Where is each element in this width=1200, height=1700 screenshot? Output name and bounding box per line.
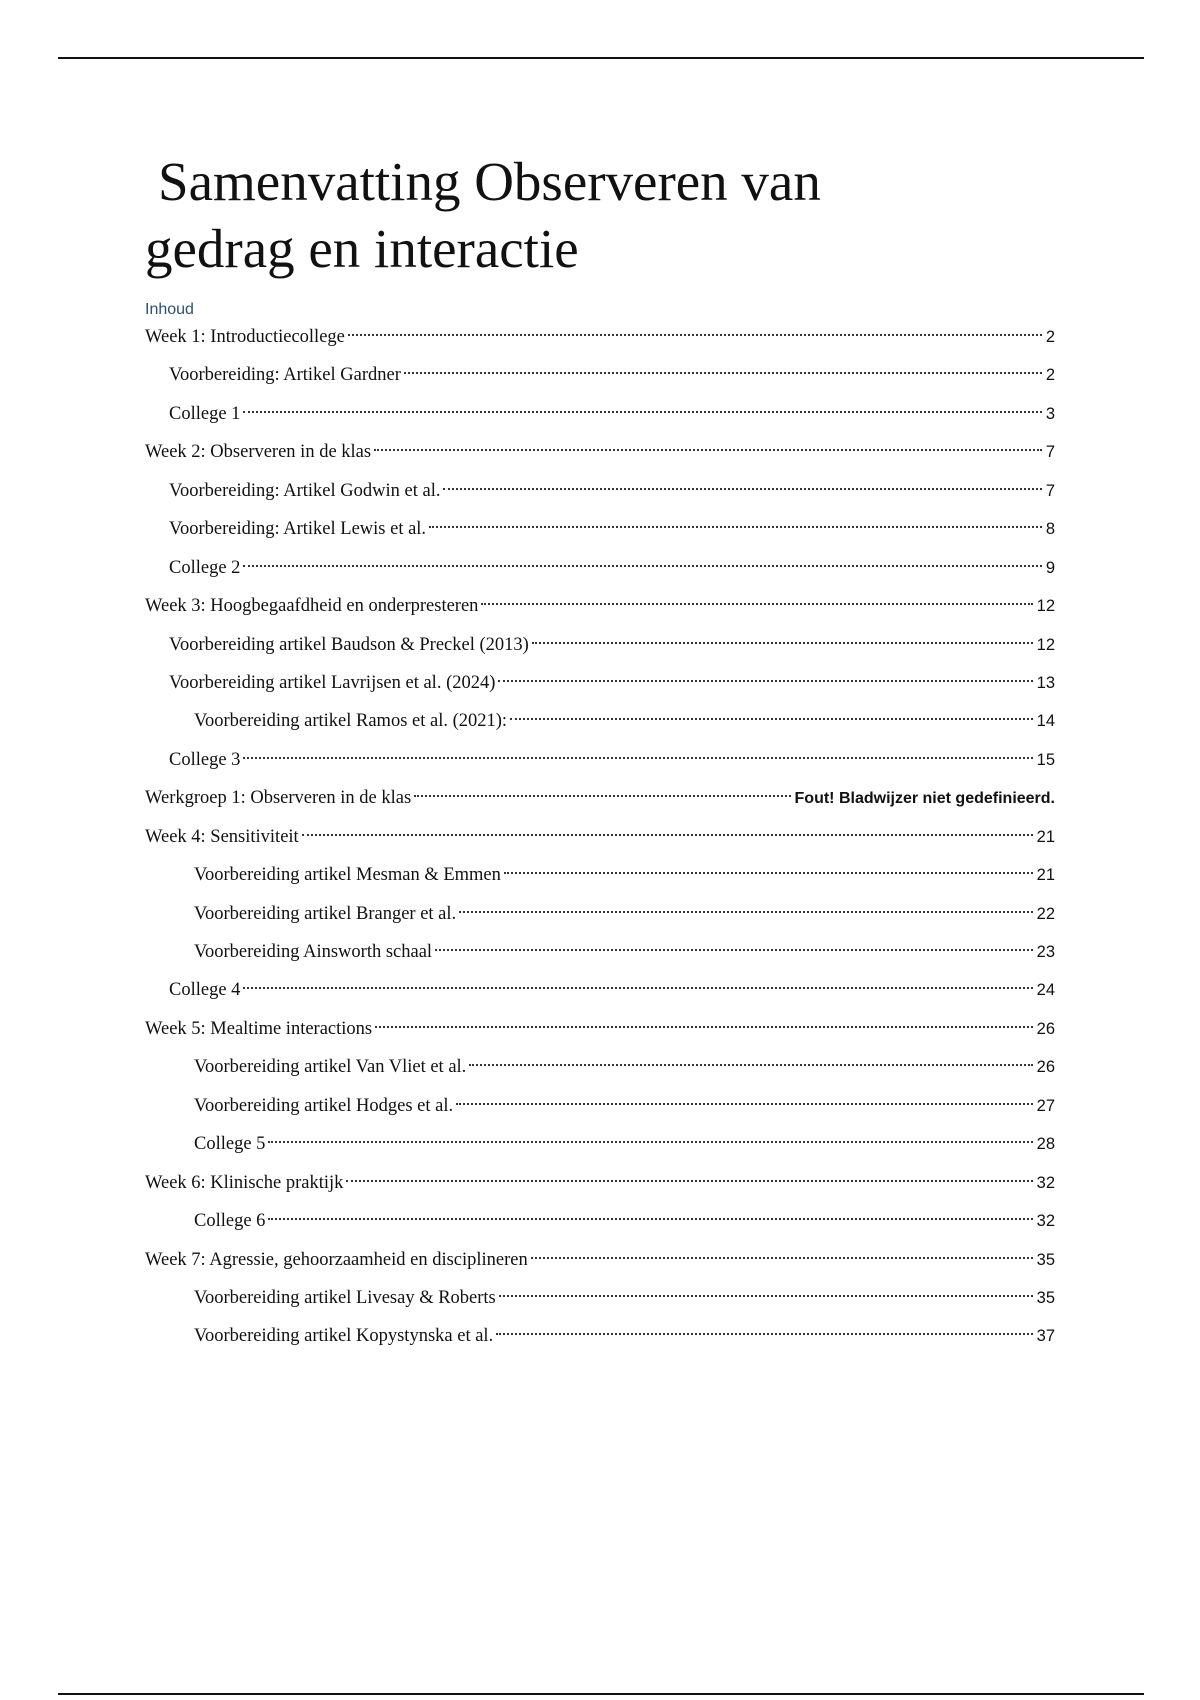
toc-entry-page-number: 24 (1036, 981, 1055, 1000)
toc-dot-leader (243, 565, 1041, 567)
toc-entry[interactable] (145, 318, 1055, 356)
toc-dot-leader (404, 372, 1042, 374)
toc-entry-label: College 1 (169, 403, 241, 424)
toc-dot-leader (435, 949, 1033, 951)
toc-entry[interactable] (145, 895, 1055, 933)
toc-entry[interactable] (145, 472, 1055, 510)
toc-dot-leader (243, 987, 1032, 989)
toc-entry[interactable] (145, 1164, 1055, 1202)
toc-entry[interactable] (145, 1087, 1055, 1125)
toc-entry[interactable] (145, 818, 1055, 856)
toc-entry-label: Week 3: Hoogbegaafdheid en onderpresteren (145, 596, 479, 617)
header-rule (58, 57, 1144, 59)
toc-entry-page-number: 7 (1045, 443, 1055, 462)
toc-entry-page-number: 12 (1036, 597, 1055, 616)
toc-entry-label: Voorbereiding artikel Baudson & Preckel (2013) (169, 634, 529, 655)
toc-entry-label: College 2 (169, 557, 241, 578)
toc-entry-label: Voorbereiding: Artikel Gardner (169, 365, 401, 386)
toc-dot-leader (414, 795, 790, 797)
toc-dot-leader (532, 642, 1033, 644)
toc-dot-leader (243, 757, 1032, 759)
toc-entry-page-number: 32 (1036, 1173, 1055, 1192)
toc-entry[interactable] (145, 626, 1055, 664)
document-title: Samenvatting Observeren van gedrag en interactie (145, 151, 821, 279)
toc-dot-leader (498, 680, 1032, 682)
toc-entry-page-number: 14 (1036, 712, 1055, 731)
toc-entry[interactable] (145, 1202, 1055, 1240)
toc-entry-label: College 4 (169, 980, 241, 1001)
toc-entry-page-number: 21 (1036, 827, 1055, 846)
toc-entry-label: College 5 (194, 1134, 266, 1155)
toc-entry-page-number: 9 (1045, 558, 1055, 577)
toc-entry[interactable] (145, 1048, 1055, 1086)
toc-entry[interactable] (145, 1010, 1055, 1048)
toc-entry-page-number: 37 (1036, 1327, 1055, 1346)
toc-entry-label: Voorbereiding: Artikel Lewis et al. (169, 519, 427, 540)
toc-entry[interactable] (145, 1241, 1055, 1279)
toc-entry-page-number: 12 (1036, 635, 1055, 654)
toc-entry[interactable] (145, 510, 1055, 548)
toc-entry-page-number: 35 (1036, 1288, 1055, 1307)
toc-entry-page-number: 32 (1036, 1212, 1055, 1231)
toc-dot-leader (268, 1218, 1032, 1220)
toc-entry-label: Werkgroep 1: Observeren in de klas (145, 788, 412, 809)
toc-entry[interactable] (145, 1279, 1055, 1317)
toc-dot-leader (456, 1103, 1033, 1105)
toc-entry-label: Voorbereiding artikel Mesman & Emmen (194, 865, 501, 886)
toc-entry-label: Voorbereiding artikel Lavrijsen et al. (2024) (169, 672, 496, 693)
toc-entry-page-number: 35 (1036, 1250, 1055, 1269)
toc-entry-page-number: 2 (1045, 366, 1055, 385)
toc-entry[interactable] (145, 1125, 1055, 1163)
toc-entry[interactable] (145, 971, 1055, 1009)
toc-dot-leader (375, 1026, 1033, 1028)
toc-entry-label: Voorbereiding artikel Ramos et al. (2021): (194, 711, 508, 732)
toc-entry-page-number: 27 (1036, 1096, 1055, 1115)
toc-entry-label: Voorbereiding artikel Hodges et al. (194, 1095, 454, 1116)
toc-dot-leader (469, 1064, 1032, 1066)
toc-entry-page-number: 26 (1036, 1019, 1055, 1038)
toc-entry[interactable] (145, 933, 1055, 971)
toc-entry-page-number: 21 (1036, 866, 1055, 885)
toc-dot-leader (499, 1295, 1033, 1297)
toc-entry-page-number: 2 (1045, 328, 1055, 346)
toc-entry[interactable] (145, 1317, 1055, 1355)
toc-entry-page-number: 13 (1036, 673, 1055, 692)
toc-entry-label: College 3 (169, 749, 241, 770)
footer-rule (58, 1693, 1144, 1695)
toc-entry-label: Week 6: Klinische praktijk (145, 1172, 344, 1193)
toc-entry[interactable] (145, 664, 1055, 702)
toc-dot-leader (531, 1257, 1033, 1259)
table-of-contents (145, 318, 1055, 1356)
toc-entry[interactable] (145, 856, 1055, 894)
toc-dot-leader (504, 872, 1033, 874)
toc-entry-page-number: 28 (1036, 1135, 1055, 1154)
toc-entry[interactable] (145, 702, 1055, 740)
toc-entry[interactable] (145, 433, 1055, 471)
toc-entry-label: Voorbereiding artikel Livesay & Roberts (194, 1287, 496, 1308)
toc-dot-leader (496, 1333, 1032, 1335)
toc-entry-error-message: Fout! Bladwijzer niet gedefinieerd. (794, 790, 1055, 808)
toc-dot-leader (459, 911, 1032, 913)
toc-entry-label: Voorbereiding artikel Branger et al. (194, 903, 457, 924)
toc-entry[interactable] (145, 587, 1055, 625)
toc-entry-page-number: 8 (1045, 520, 1055, 539)
toc-entry-page-number: 23 (1036, 943, 1055, 961)
toc-entry-label: Week 4: Sensitiviteit (145, 826, 299, 847)
toc-entry-label: Voorbereiding Ainsworth schaal (194, 942, 433, 962)
toc-entry-page-number: 22 (1036, 904, 1055, 923)
toc-entry-label: Voorbereiding artikel Van Vliet et al. (194, 1057, 467, 1078)
toc-dot-leader (510, 718, 1033, 720)
toc-entry[interactable] (145, 395, 1055, 433)
toc-entry-page-number: 26 (1036, 1058, 1055, 1077)
toc-dot-leader (443, 488, 1041, 490)
toc-dot-leader (348, 334, 1042, 336)
toc-dot-leader (302, 834, 1033, 836)
toc-dot-leader (374, 449, 1042, 451)
toc-entry[interactable] (145, 779, 1055, 817)
toc-entry-page-number: 15 (1036, 750, 1055, 769)
toc-entry[interactable] (145, 741, 1055, 779)
toc-entry-label: College 6 (194, 1211, 266, 1232)
toc-entry-label: Week 5: Mealtime interactions (145, 1018, 373, 1039)
toc-entry-page-number: 3 (1045, 404, 1055, 423)
toc-entry-label: Voorbereiding artikel Kopystynska et al. (194, 1326, 494, 1347)
toc-entry[interactable] (145, 549, 1055, 587)
toc-dot-leader (481, 603, 1032, 605)
toc-heading: Inhoud (145, 301, 194, 318)
toc-entry-page-number: 7 (1045, 481, 1055, 500)
toc-dot-leader (268, 1141, 1032, 1143)
toc-dot-leader (429, 526, 1042, 528)
toc-dot-leader (243, 411, 1041, 413)
toc-entry-label: Week 2: Observeren in de klas (145, 442, 372, 463)
toc-entry-label: Voorbereiding: Artikel Godwin et al. (169, 480, 441, 501)
toc-dot-leader (346, 1180, 1032, 1182)
toc-entry-label: Week 1: Introductiecollege (145, 327, 345, 347)
toc-entry-label: Week 7: Agressie, gehoorzaamheid en disciplineren (145, 1249, 528, 1270)
toc-entry[interactable] (145, 356, 1055, 394)
